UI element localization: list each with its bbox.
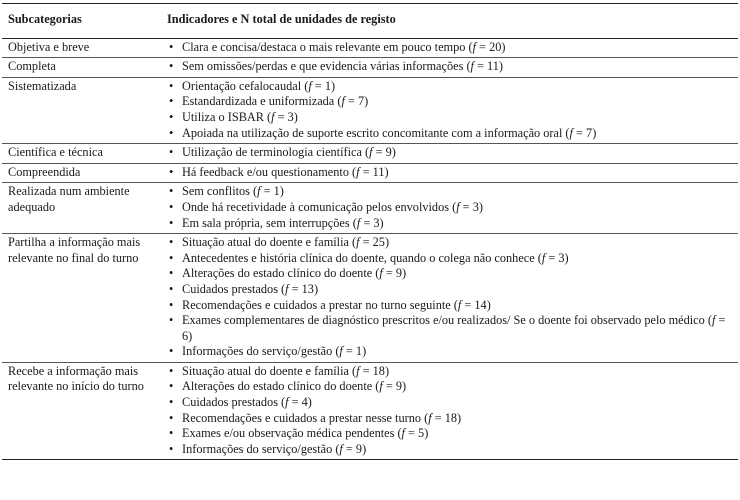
indicators-cell <box>161 234 738 363</box>
list-item: • Há feedback e/ou questionamento (f = 11) <box>167 165 738 181</box>
frequency-symbol: f <box>341 94 345 109</box>
subcategory-cell: Científica e técnica <box>2 144 161 164</box>
frequency-symbol: f <box>285 395 289 410</box>
table-row <box>2 38 738 58</box>
frequency-symbol: f <box>456 199 460 214</box>
frequency-symbol: f <box>271 109 275 124</box>
indicators-cell <box>161 77 738 143</box>
table-body <box>2 38 738 460</box>
frequency-symbol: f <box>711 313 716 328</box>
frequency-symbol: f <box>401 426 405 441</box>
categories-table <box>2 3 738 460</box>
frequency-symbol: f <box>356 164 360 179</box>
indicator-list <box>167 145 738 161</box>
list-item: • Orientação cefalocaudal (f = 1) <box>167 79 738 95</box>
list-item: • Em sala própria, sem interrupções (f = 3) <box>167 216 738 232</box>
indicator-list <box>167 40 738 56</box>
subcategory-cell: Recebe a informação mais relevante no início do turno <box>2 362 161 460</box>
frequency-symbol: f <box>356 363 360 378</box>
frequency-symbol: f <box>369 145 373 160</box>
frequency-symbol: f <box>339 441 343 456</box>
frequency-symbol: f <box>379 266 383 281</box>
frequency-symbol: f <box>356 235 360 250</box>
frequency-symbol: f <box>379 379 383 394</box>
frequency-symbol: f <box>472 39 476 54</box>
list-item: • Cuidados prestados (f = 13) <box>167 282 738 298</box>
indicator-list <box>167 79 738 141</box>
frequency-symbol: f <box>541 250 546 265</box>
header-indicadores: Indicadores e N total de unidades de registo <box>161 4 738 39</box>
list-item: • Recomendações e cuidados a prestar no turno seguinte (f = 14) <box>167 298 738 314</box>
list-item: • Alterações do estado clínico do doente (f = 9) <box>167 379 738 395</box>
table-row <box>2 183 738 234</box>
document-page <box>0 3 740 500</box>
frequency-symbol: f <box>470 59 474 74</box>
frequency-symbol: f <box>308 78 312 93</box>
table-row <box>2 163 738 183</box>
indicator-list <box>167 184 738 231</box>
table-row <box>2 234 738 363</box>
list-item: • Utilização de terminologia científica (f = 9) <box>167 145 738 161</box>
indicators-cell <box>161 144 738 164</box>
frequency-symbol: f <box>257 184 261 199</box>
indicators-cell <box>161 38 738 58</box>
subcategory-cell: Partilha a informação mais relevante no final do turno <box>2 234 161 363</box>
table-row <box>2 58 738 78</box>
subcategory-cell: Completa <box>2 58 161 78</box>
subcategory-cell: Compreendida <box>2 163 161 183</box>
list-item: • Alterações do estado clínico do doente (f = 9) <box>167 266 738 282</box>
list-item: • Antecedentes e história clínica do doente, quando o colega não conhece (f = 3) <box>167 251 738 267</box>
list-item: • Informações do serviço/gestão (f = 1) <box>167 344 738 360</box>
list-item: • Utiliza o ISBAR (f = 3) <box>167 110 738 126</box>
list-item: • Sem conflitos (f = 1) <box>167 184 738 200</box>
list-item: • Situação atual do doente e família (f = 18) <box>167 364 738 380</box>
list-item: • Exames e/ou observação médica pendentes (f = 5) <box>167 426 738 442</box>
list-item: • Estandardizada e uniformizada (f = 7) <box>167 94 738 110</box>
list-item: • Onde há recetividade à comunicação pelos envolvidos (f = 3) <box>167 200 738 216</box>
table-row <box>2 362 738 460</box>
frequency-symbol: f <box>285 281 289 296</box>
subcategory-cell: Sistematizada <box>2 77 161 143</box>
indicators-cell <box>161 183 738 234</box>
list-item: • Clara e concisa/destaca o mais relevante em pouco tempo (f = 20) <box>167 40 738 56</box>
list-item: • Sem omissões/perdas e que evidencia várias informações (f = 11) <box>167 59 738 75</box>
indicator-list <box>167 364 738 458</box>
frequency-symbol: f <box>569 125 573 140</box>
list-item: • Recomendações e cuidados a prestar nesse turno (f = 18) <box>167 411 738 427</box>
table-row <box>2 77 738 143</box>
frequency-symbol: f <box>457 297 462 312</box>
list-item: • Exames complementares de diagnóstico prescritos e/ou realizados/ Se o doente foi observado pelo médico (f = 6) <box>167 313 738 344</box>
indicator-list <box>167 165 738 181</box>
list-item: • Informações do serviço/gestão (f = 9) <box>167 442 738 458</box>
frequency-symbol: f <box>428 410 432 425</box>
indicator-list <box>167 235 738 360</box>
header-row <box>2 4 738 39</box>
indicator-list <box>167 59 738 75</box>
list-item: • Cuidados prestados (f = 4) <box>167 395 738 411</box>
list-item: • Apoiada na utilização de suporte escrito concomitante com a informação oral (f = 7) <box>167 126 738 142</box>
list-item: • Situação atual do doente e família (f = 25) <box>167 235 738 251</box>
subcategory-cell: Realizada num ambiente adequado <box>2 183 161 234</box>
table-row <box>2 144 738 164</box>
header-subcategorias: Subcategorias <box>2 4 161 39</box>
indicators-cell <box>161 362 738 460</box>
frequency-symbol: f <box>339 344 343 359</box>
indicators-cell <box>161 163 738 183</box>
subcategory-cell: Objetiva e breve <box>2 38 161 58</box>
indicators-cell <box>161 58 738 78</box>
frequency-symbol: f <box>356 215 361 230</box>
